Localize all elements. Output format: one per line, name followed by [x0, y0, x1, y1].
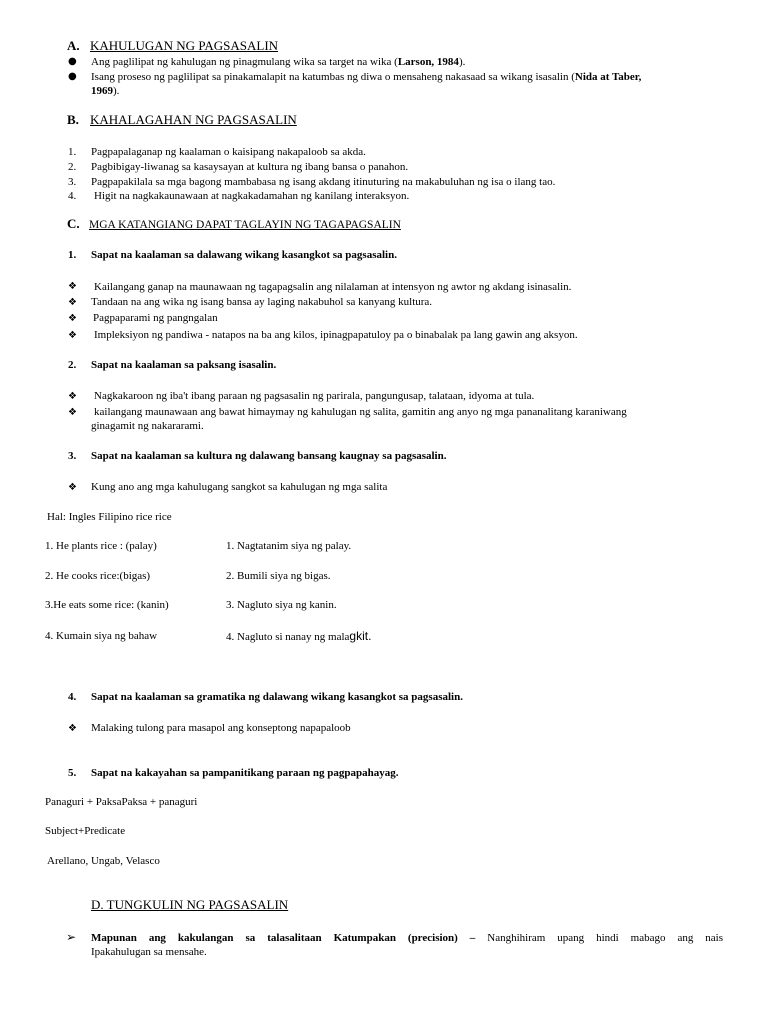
bullet-text-end: ).	[113, 85, 120, 97]
authors-line: Arellano, Ungab, Velasco	[47, 855, 160, 867]
section-c-letter: C.	[67, 216, 80, 231]
section-b-title: KAHALAGAHAN NG PAGSASALIN	[90, 112, 297, 127]
criterion-number: 2.	[68, 359, 77, 371]
section-a-bullet-2	[91, 70, 641, 84]
diamond-bullet-icon: ❖	[68, 407, 77, 418]
example-right: 3. Nagluto siya ng kanin.	[226, 599, 337, 611]
section-a-bullet-1	[91, 55, 465, 69]
section-d-point-bold: Mapunan ang kakulangan sa talasalitaan Katumpakan (precision) –	[91, 932, 476, 944]
criterion-1-point: Impleksiyon ng pandiwa - natapos na ba ang kilos, ipinagpapatuloy pa o binabalak pa lang gawin ang aksyon.	[94, 329, 578, 341]
arrow-bullet-icon: ➢	[66, 930, 77, 944]
example-right-text: 4. Nagluto si nanay ng mala	[226, 631, 350, 643]
criterion-2-point-cont: ginagamit ng nakararami.	[91, 420, 204, 432]
section-a-bullet-2-cont	[91, 84, 119, 98]
example-right	[226, 629, 371, 644]
criterion-1-point: Pagpaparami ng pangngalan	[93, 312, 218, 324]
example-heading: Hal: Ingles Filipino rice rice	[47, 511, 172, 523]
criterion-number: 3.	[68, 450, 77, 462]
bullet-icon: ●	[68, 71, 77, 82]
formula-line: Panaguri + PaksaPaksa + panaguri	[45, 796, 198, 808]
criterion-1-point: Kailangang ganap na maunawaan ng tagapagsalin ang nilalaman at intensyon ng awtor ng akdang isinasalin.	[94, 281, 572, 293]
criterion-2: Sapat na kaalaman sa paksang isasalin.	[91, 359, 277, 371]
list-number: 3.	[68, 176, 77, 188]
example-left: 4. Kumain siya ng bahaw	[45, 630, 158, 642]
example-right: 2. Bumili siya ng bigas.	[226, 570, 331, 582]
diamond-bullet-icon: ❖	[68, 482, 77, 493]
bullet-icon: ●	[68, 56, 77, 67]
section-b-letter: B.	[67, 112, 79, 127]
section-a-letter: A.	[67, 38, 80, 53]
section-d-title: D. TUNGKULIN NG PAGSASALIN	[91, 897, 289, 912]
criterion-number: 4.	[68, 691, 77, 703]
criterion-4: Sapat na kaalaman sa gramatika ng dalawang wikang kasangkot sa pagsasalin.	[91, 691, 463, 703]
criterion-5: Sapat na kakayahan sa pampanitikang paraan ng pagpapahayag.	[91, 767, 399, 779]
criterion-4-point: Malaking tulong para masapol ang konseptong napapaloob	[91, 722, 351, 734]
example-right: 1. Nagtatanim siya ng palay.	[226, 540, 352, 552]
section-d-point-cont: Ipakahulugan sa mensahe.	[91, 946, 207, 958]
list-number: 1.	[68, 146, 77, 158]
bullet-text-end: ).	[458, 56, 466, 68]
bullet-text: Ang paglilipat ng kahulugan ng pinagmulang wika sa target na wika (	[91, 56, 398, 68]
bullet-text: Isang proseso ng paglilipat sa pinakamalapit na katumbas ng diwa o mensaheng nakasaad sa wikang isasalin (	[91, 71, 575, 83]
section-a-title: KAHULUGAN NG PAGSASALIN	[90, 38, 279, 53]
criterion-number: 5.	[68, 767, 77, 779]
list-item: Pagpapakilala sa mga bagong mambabasa ng isang akdang itinuturing na makabuluhan ng isa o ilang tao.	[91, 176, 556, 188]
diamond-bullet-icon: ❖	[68, 330, 77, 341]
list-item: Pagbibigay-liwanag sa kasaysayan at kultura ng ibang bansa o panahon.	[91, 161, 409, 173]
criterion-number: 1.	[68, 249, 77, 261]
diamond-bullet-icon: ❖	[68, 723, 77, 734]
diamond-bullet-icon: ❖	[68, 297, 77, 308]
list-item: Higit na nagkakaunawaan at nagkakadamahan ng kanilang interaksyon.	[94, 190, 410, 202]
example-left: 3.He eats some rice: (kanin)	[45, 599, 169, 611]
list-number: 4.	[68, 190, 77, 202]
example-right-tail: gkit.	[349, 629, 372, 643]
list-item: Pagpapalaganap ng kaalaman o kaisipang nakapaloob sa akda.	[91, 146, 366, 158]
criterion-2-point: Nagkakaroon ng iba't ibang paraan ng pagsasalin ng parirala, pangungusap, talataan, idyoma at tula.	[94, 390, 535, 402]
section-d-point	[91, 931, 723, 945]
criterion-3: Sapat na kaalaman sa kultura ng dalawang bansang kaugnay sa pagsasalin.	[91, 450, 447, 462]
criterion-1: Sapat na kaalaman sa dalawang wikang kasangkot sa pagsasalin.	[91, 249, 397, 261]
formula-line: Subject+Predicate	[45, 825, 126, 837]
example-left: 1. He plants rice : (palay)	[45, 540, 157, 552]
criterion-2-point: kailangang maunawaan ang bawat himaymay ng kahulugan ng salita, gamitin ang anyo ng mga pananalitang karaniwang	[94, 406, 627, 418]
example-left: 2. He cooks rice:(bigas)	[45, 570, 151, 582]
section-c-title: MGA KATANGIANG DAPAT TAGLAYIN NG TAGAPAGSALIN	[89, 219, 401, 231]
citation: Nida at Taber,	[574, 71, 642, 83]
section-d-point-text: Nanghihiram upang hindi mabago ang nais	[487, 932, 724, 944]
diamond-bullet-icon: ❖	[68, 313, 77, 324]
criterion-3-point: Kung ano ang mga kahulugang sangkot sa kahulugan ng mga salita	[91, 481, 388, 493]
diamond-bullet-icon: ❖	[68, 391, 77, 402]
criterion-1-point: Tandaan na ang wika ng isang bansa ay laging nakabuhol sa kanyang kultura.	[91, 296, 433, 308]
citation-year: 1969	[91, 85, 113, 97]
citation: Larson, 1984	[397, 56, 459, 68]
diamond-bullet-icon: ❖	[68, 281, 77, 292]
list-number: 2.	[68, 161, 77, 173]
